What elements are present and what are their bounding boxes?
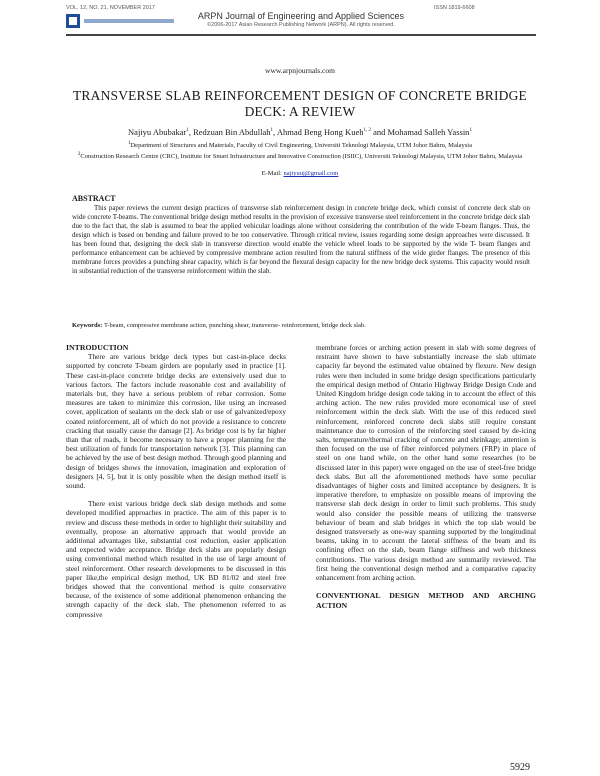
right-column — [316, 343, 536, 611]
keywords-text: T-beam, compressive membrane action, punching shear, transverse- reinforcement, bridge deck slab. — [103, 322, 366, 329]
keywords — [72, 322, 532, 329]
page-number: 5929 — [510, 762, 530, 773]
website[interactable]: www.arpnjournals.com — [265, 66, 335, 75]
abstract-text: This paper reviews the current design practices of transverse slab reinforcement design in concrete bridge deck, which consist of concrete deck slab on wide concrete T-beams. The conventional bridge design method results in the provision of excessive transverse steel reinforcement in the concrete bridge deck slab due to the fact that, the slab is assumed to bear the applied vehicular loadings alone without considering the contribution of the wide T-beam flanges. Thus, the design which is based on bending and failure proved to be too conservative. Through critical review, issues regarding some design approaches were discussed. It has been found that, designing the deck slab in transverse direction would enable the vehicle wheel loads to be supported by the wide T- beam flanges and performance enhancement can be achieved by compressive membrane action resulted from the natural stiffness of the wide girder flanges. The presence of this membrane forces provides a punching shear capacity, which is far beyond the flexural design capacity for the new bridge deck systems. This capacity would result in substantial reduction of the transverse reinforcement within the slab. — [72, 204, 530, 275]
journal-name: ARPN Journal of Engineering and Applied Sciences — [197, 11, 405, 21]
affiliation-1-mark: 1 — [127, 141, 131, 146]
arpn-logo — [66, 12, 181, 30]
author-1: Najiyu Abubakar — [128, 127, 187, 137]
volume-info: VOL. 12, NO. 21, NOVEMBER 2017 — [66, 5, 155, 11]
contact-email — [0, 170, 600, 177]
author-4: Mohamad Salleh Yassin — [387, 127, 470, 137]
affiliation-2-mark: 2 — [77, 151, 81, 157]
issn: ISSN 1819-6608 — [434, 5, 475, 11]
separator: , — [188, 127, 194, 137]
email-link[interactable]: najiyuuj@gmail.com — [283, 170, 339, 177]
copyright: ©2006-2017 Asian Research Publishing Network (ARPN). All rights reserved. — [207, 22, 395, 28]
author-2-affil: 1 — [270, 128, 274, 134]
author-list — [60, 127, 540, 137]
author-1-affil: 1 — [186, 128, 189, 134]
paragraph: membrane forces or arching action present in slab with some degrees of restraint have shown to have substantially increase the slab ultimate capacity far beyond the estimated value obtained by flexure. New design rules were then included in some bridge design specifications particularly the empirical design method of Ontario Highway Bridge Design Code and United Kingdom bridge design code taking in to account the effect of this arching action. The new rules provided more economical use of steel reinforcement within the deck slab. With the use of this reduced steel reinforcement, reinforced concrete deck slabs still require constant maintenance due to corrosion of the reinforcing steel caused by de-icing salts, temperature/thermal cracking of concrete and shrinkage; attention is then focused on the use of fiber reinforced polymers (FRP) in place of steel on one hand while, on the other hand some researches (to be discussed later in this paper) were engaged on the use of steel-free bridge deck slabs. But all the aforementioned methods have some peculiar disadvantages of higher costs and limited acceptance by designers. It is imperative therefore, to emphasize on possible means of improving the transverse slab deck design in order to limit such problems. This study would also consider the possible means of utilizing the transverse behaviour of beam and slab bridges in which the top slab would be designed transversely as one-way spanning supported by the longitudinal beams, taking in to account the lateral stiffness of the beam and its confining effect on the slab, beam flange stiffness and web thickness contributions. The various design method are summarily reviewed. The first being the conventional design method and a comparative capacity enhancement from arching action. — [316, 343, 536, 583]
abstract-heading: ABSTRACT — [72, 194, 116, 203]
affiliation-1-text: Department of Structures and Materials, Faculty of Civil Engineering, Universiti Teknologi Malaysia, UTM Johor Bahru, Malaysia — [130, 142, 472, 150]
affiliations — [60, 140, 540, 161]
paragraph: There exist various bridge deck slab design methods and some developed modified approaches in practice. The aim of this paper is to review and discuss these methods in order to highlight their suitability and eventually, propose an alternative approach that would provide an additional advantages like, substantial cost reduction, easier application and expected wider acceptance. Bridge deck slabs are popularly design using conventional method which resulted in the use of large amount of steel reinforcement. Other research developments to be discussed in this paper like,the empirical design method, UK BD 81/02 and steel free bridges showed that the conventional method is quite conservative because, of the existence of some additional phenomenon enhancing the strength capacity of the deck slab. The phenomenon referred to as compressive — [66, 499, 286, 619]
section-heading: CONVENTIONAL DESIGN METHOD AND ARCHING ACTION — [316, 591, 536, 611]
author-4-affil: 1 — [469, 128, 472, 134]
affiliation-2-text: Construction Research Centre (CRC), Institute for Smart Infrastructure and Innovative Construction (ISIIC), Universiti Teknologi Malaysia, UTM Johor Bahru, Malaysia — [80, 152, 523, 160]
paragraph: There are various bridge deck types but cast-in-place decks supported by concrete T-beam girders are popularly used in practice [1]. These cast-in-place concrete bridge decks are extensively used due to various factors. The factors include reasonable cost and availability of materials but, they have a serious problem of rebar corrosion. Some measures are taken to minimize this corrosion, like using an increased cover, application of sealants on the deck slab or use of galvanized/epoxy coated reinforcement, all of which do not provide a resistance to concrete cracking that usually cause the damage [2]. As bridge cost is by far higher than that of roads, it become necessary to have a proper planning for the best utilization of funds for transportation network [3]. This planning can be achieved by the use of best design method. Through good planning and design of bridges shows the innovation, imagination and exploration of designers [4, 5], but it is only possible when the design method itself is sound. — [66, 352, 286, 491]
email-label: E-Mail: — [261, 170, 284, 177]
conjunction: and — [370, 127, 388, 137]
keywords-label: Keywords: — [72, 322, 104, 329]
affiliation-2 — [60, 151, 540, 162]
affiliation-1 — [60, 140, 540, 151]
introduction-heading: INTRODUCTION — [66, 343, 129, 352]
author-2: Redzuan Bin Abdullah — [193, 127, 271, 137]
author-3-affil: 1, 2 — [363, 128, 371, 134]
author-3: Ahmad Beng Hong Kueh — [276, 127, 364, 137]
separator: , — [273, 127, 277, 137]
header-rule — [66, 34, 536, 36]
paper-title: TRANSVERSE SLAB REINFORCEMENT DESIGN OF CONCRETE BRIDGE DECK: A REVIEW — [72, 88, 528, 119]
left-column — [66, 343, 286, 619]
